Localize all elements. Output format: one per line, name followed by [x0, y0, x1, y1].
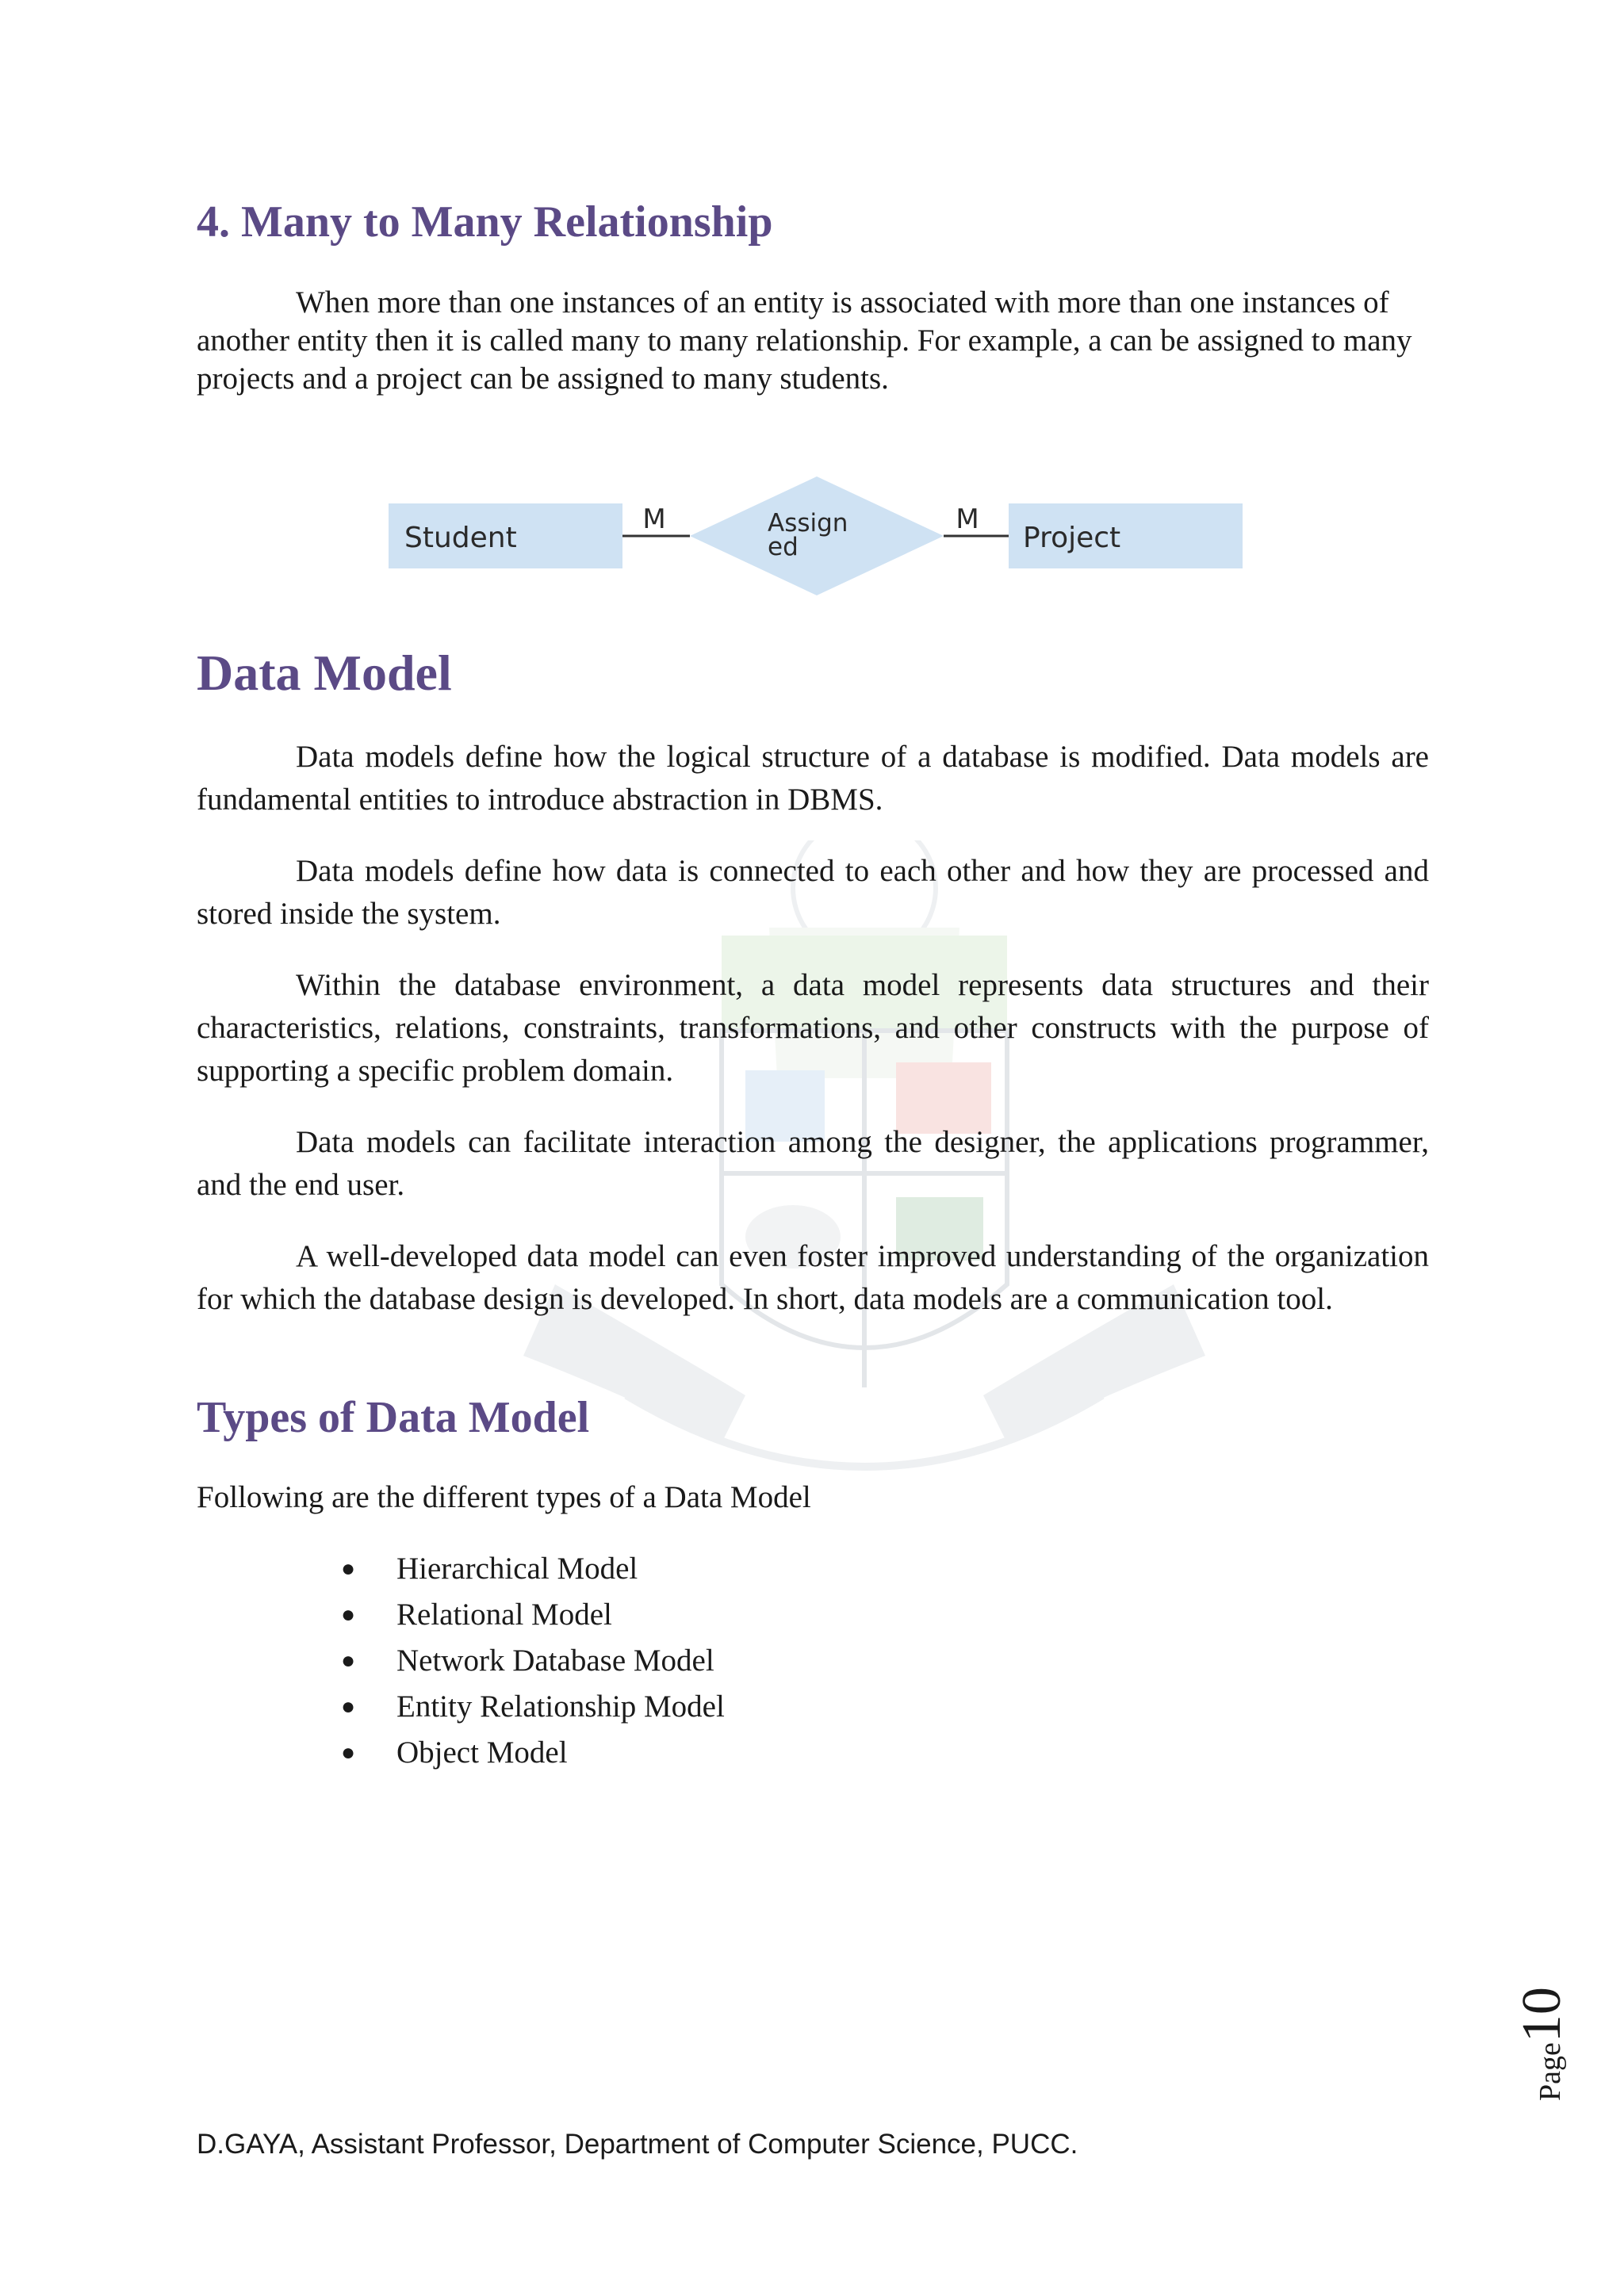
relationship-label-line2: ed: [768, 533, 799, 561]
types-heading: Types of Data Model: [197, 1393, 590, 1442]
types-list: [341, 1546, 725, 1776]
list-item: [341, 1638, 725, 1684]
list-item: [341, 1592, 725, 1638]
page-number-value: 10: [1511, 1987, 1572, 2043]
list-item: [341, 1730, 725, 1776]
data-model-paragraph: Within the database environment, a data model represents data structures and their characteristics, relations, constraints, transformations, and other constructs with the purpose of supporting a specific problem domain.: [197, 968, 1429, 1088]
bullet-icon: ●: [341, 1601, 356, 1628]
student-entity-label: Student: [404, 522, 517, 554]
data-model-paragraph: Data models can facilitate interaction among the designer, the applications programmer, and the end user.: [197, 1125, 1429, 1202]
cardinality-left: M: [642, 503, 666, 535]
list-item-label: Relational Model: [396, 1598, 612, 1632]
section-heading: 4. Many to Many Relationship: [197, 197, 773, 247]
data-model-paragraph: A well-developed data model can even foster improved understanding of the organization for which the database design is developed. In short, data models are a communication tool.: [197, 1239, 1429, 1316]
list-item-label: Entity Relationship Model: [396, 1689, 725, 1724]
page-label: Page: [1534, 2042, 1567, 2101]
bullet-icon: ●: [341, 1739, 356, 1766]
er-diagram: [389, 472, 1245, 599]
cardinality-right: M: [956, 503, 979, 535]
page-number: [1511, 1958, 1574, 2101]
list-item: [341, 1546, 725, 1592]
types-intro: Following are the different types of a Data Model: [197, 1480, 811, 1514]
data-model-heading: Data Model: [197, 645, 452, 701]
list-item: [341, 1684, 725, 1730]
list-item-label: Network Database Model: [396, 1644, 714, 1678]
data-model-paragraph: Data models define how data is connected to each other and how they are processed and stored inside the system.: [197, 854, 1429, 931]
data-model-paragraph: Data models define how the logical structure of a database is modified. Data models are fundamental entities to introduce abstraction in DBMS.: [197, 740, 1429, 817]
project-entity-label: Project: [1023, 522, 1121, 554]
list-item-label: Hierarchical Model: [396, 1552, 638, 1586]
bullet-icon: ●: [341, 1693, 356, 1720]
relationship-label-line1: Assign: [768, 509, 848, 538]
bullet-icon: ●: [341, 1647, 356, 1674]
list-item-label: Object Model: [396, 1735, 568, 1770]
bullet-icon: ●: [341, 1556, 356, 1582]
section-paragraph: When more than one instances of an entity is associated with more than one instances of another entity then it is called many to many relationship. For example, a can be assigned to many projects and a project can be assigned to many students.: [197, 285, 1412, 396]
footer-credit: D.GAYA, Assistant Professor, Department of Computer Science, PUCC.: [197, 2129, 1078, 2160]
